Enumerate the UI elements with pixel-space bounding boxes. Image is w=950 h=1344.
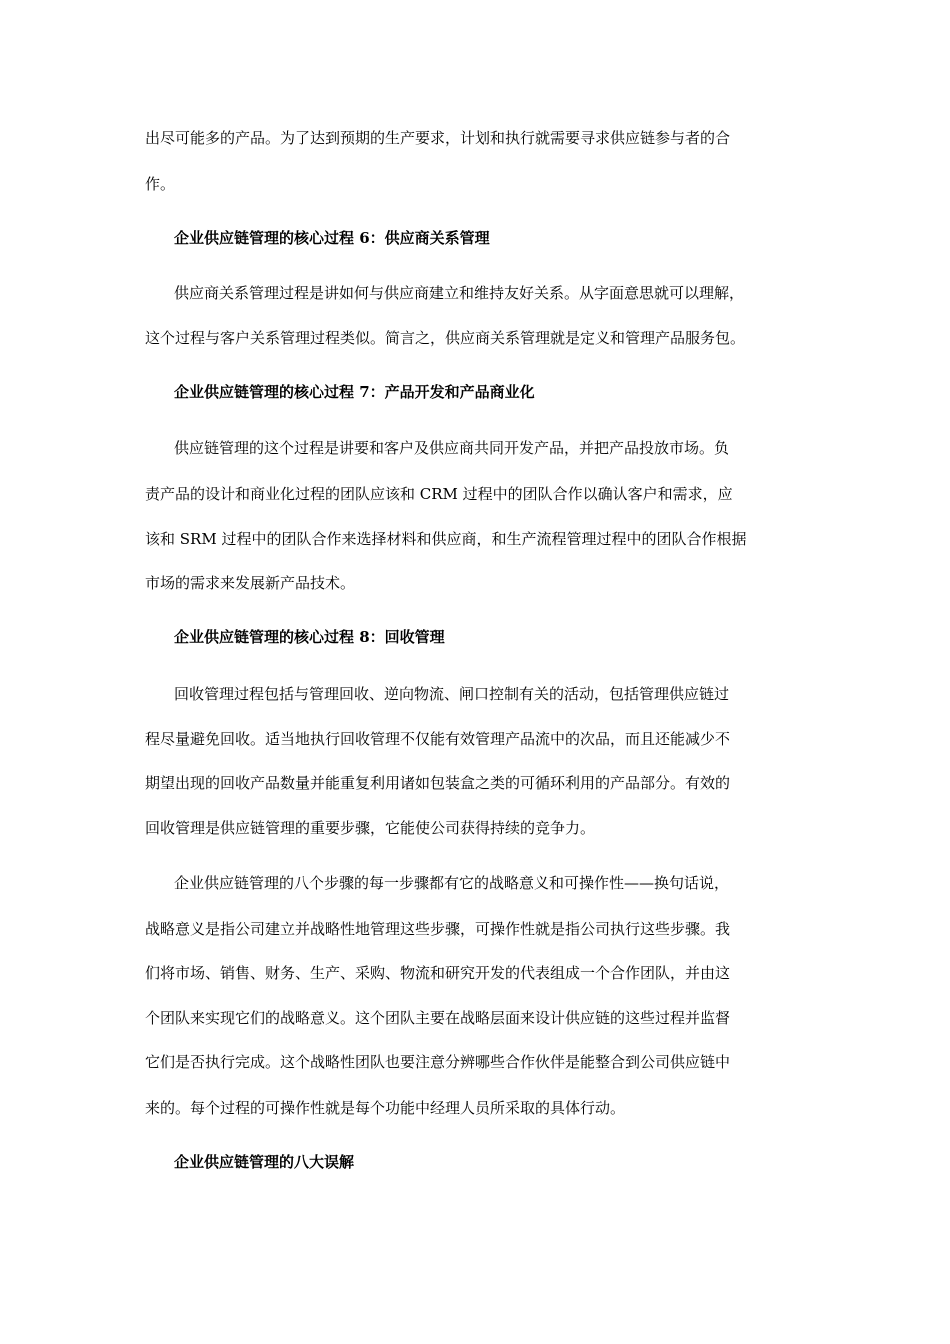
section-heading: 企业供应链管理的核心过程 8：回收管理 [174,628,445,646]
paragraph-line: 出尽可能多的产品。为了达到预期的生产要求，计划和执行就需要寻求供应链参与者的合 [145,129,731,147]
paragraph-line: 市场的需求来发展新产品技术。 [145,574,356,592]
paragraph-line: 这个过程与客户关系管理过程类似。简言之，供应商关系管理就是定义和管理产品服务包。 [145,329,746,347]
paragraph-line: 程尽量避免回收。适当地执行回收管理不仅能有效管理产品流中的次品，而且还能减少不 [145,730,731,748]
section-heading: 企业供应链管理的核心过程 7：产品开发和产品商业化 [174,383,535,401]
paragraph-line: 回收管理过程包括与管理回收、逆向物流、闸口控制有关的活动，包括管理供应链过 [174,685,730,703]
paragraph-line: 个团队来实现它们的战略意义。这个团队主要在战略层面来设计供应链的这些过程并监督 [145,1009,731,1027]
section-heading: 企业供应链管理的核心过程 6：供应商关系管理 [174,229,490,247]
paragraph-line: 们将市场、销售、财务、生产、采购、物流和研究开发的代表组成一个合作团队，并由这 [145,964,731,982]
section-heading: 企业供应链管理的八大误解 [174,1153,355,1171]
paragraph-line: 期望出现的回收产品数量并能重复利用诸如包装盒之类的可循环利用的产品部分。有效的 [145,774,731,792]
paragraph-line: 作。 [145,175,176,193]
paragraph-line: 供应商关系管理过程是讲如何与供应商建立和维持友好关系。从字面意思就可以理解， [174,284,745,302]
paragraph-line: 企业供应链管理的八个步骤的每一步骤都有它的战略意义和可操作性——换句话说， [174,874,730,892]
paragraph-line: 战略意义是指公司建立并战略性地管理这些步骤，可操作性就是指公司执行这些步骤。我 [145,920,731,938]
paragraph-line: 回收管理是供应链管理的重要步骤，它能使公司获得持续的竞争力。 [145,819,596,837]
paragraph-line: 来的。每个过程的可操作性就是每个功能中经理人员所采取的具体行动。 [145,1099,626,1117]
paragraph-line: 该和 SRM 过程中的团队合作来选择材料和供应商，和生产流程管理过程中的团队合作根据 [145,530,747,548]
paragraph-line: 供应链管理的这个过程是讲要和客户及供应商共同开发产品，并把产品投放市场。负 [174,439,730,457]
paragraph-line: 它们是否执行完成。这个战略性团队也要注意分辨哪些合作伙伴是能整合到公司供应链中 [145,1053,731,1071]
paragraph-line: 责产品的设计和商业化过程的团队应该和 CRM 过程中的团队合作以确认客户和需求，应 [145,485,733,503]
